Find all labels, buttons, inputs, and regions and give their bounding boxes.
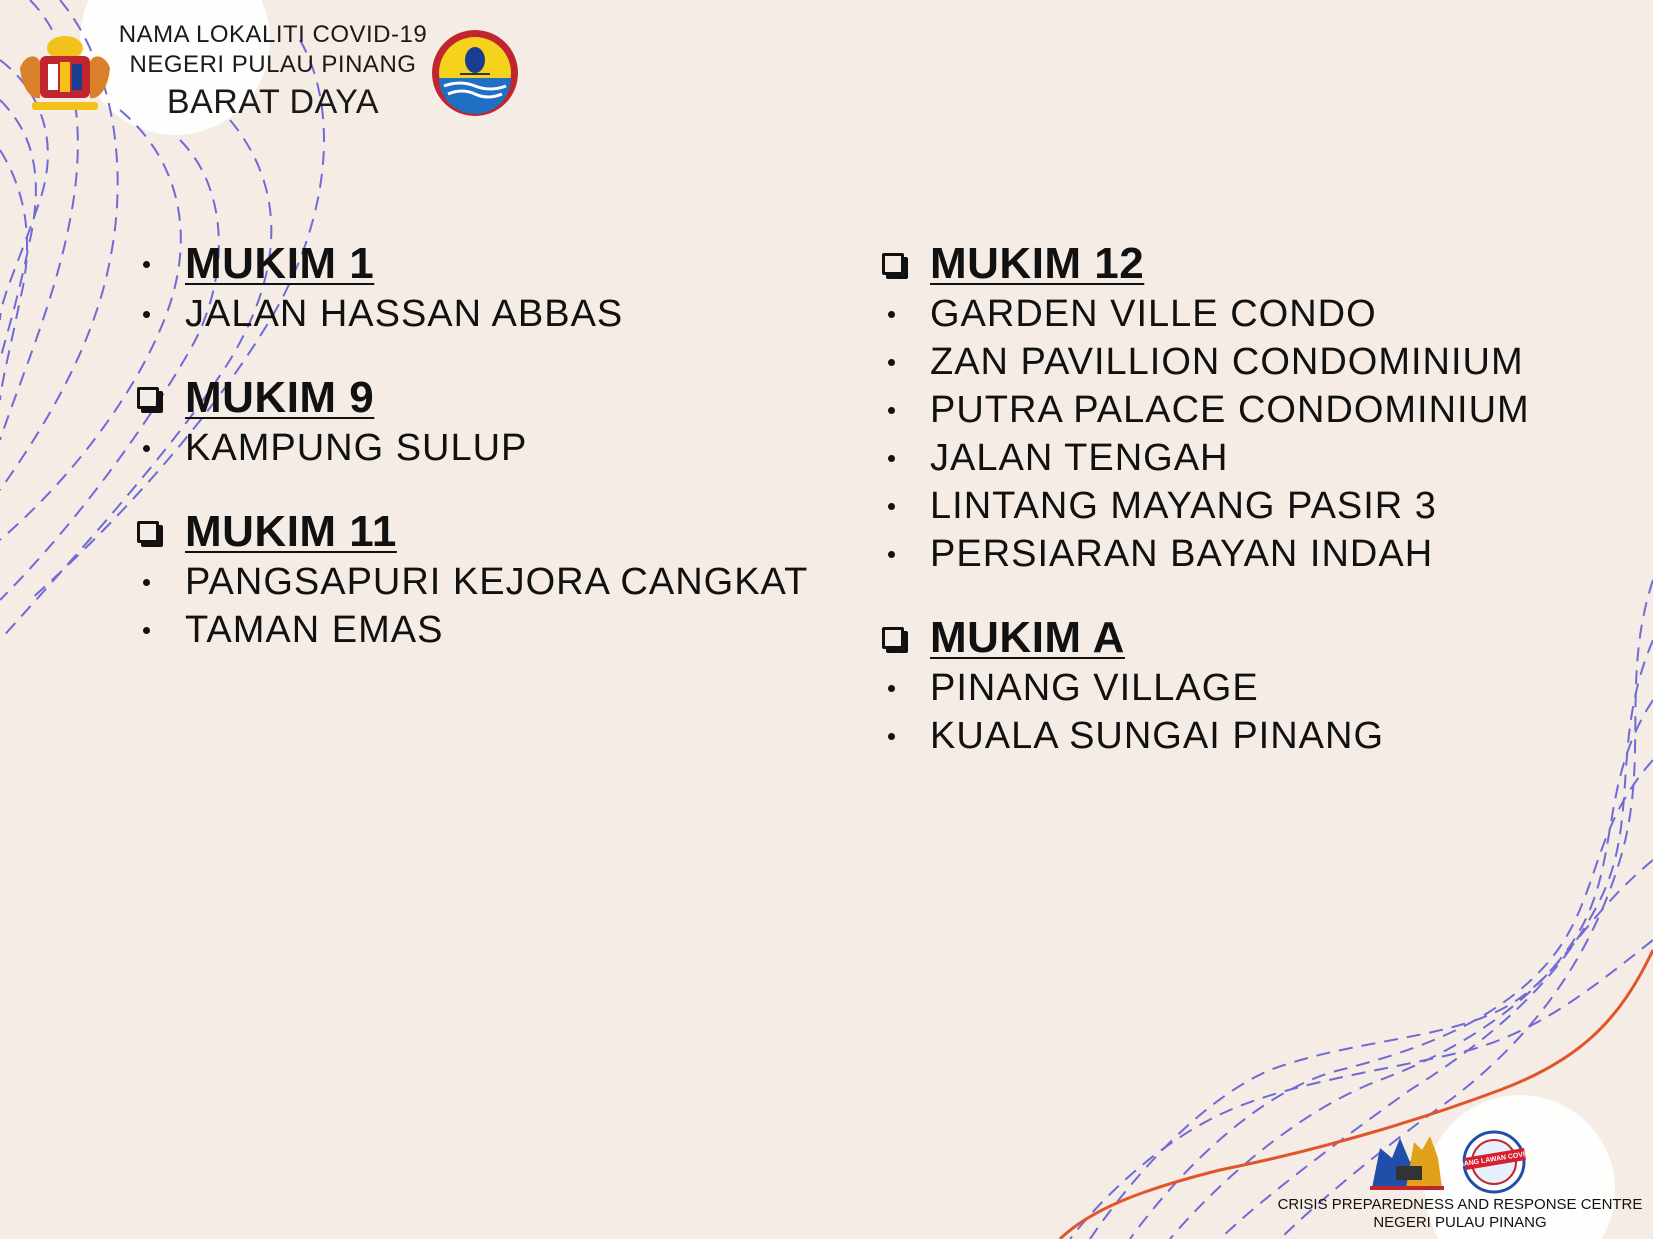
list-item — [137, 606, 837, 654]
bullet-marker — [137, 261, 185, 268]
box-marker — [137, 387, 185, 409]
bullet-dot-icon — [888, 311, 895, 318]
bullet-dot-icon — [888, 503, 895, 510]
bullet-marker — [137, 445, 185, 452]
list-item — [882, 434, 1622, 482]
bullet-dot-icon — [143, 311, 150, 318]
list-item — [137, 424, 837, 472]
bullet-marker — [882, 551, 930, 558]
section-mukim-a — [882, 612, 1622, 760]
malaysia-coat-of-arms-emblem — [10, 28, 120, 118]
section-title: MUKIM 9 — [185, 373, 375, 422]
section-heading — [882, 238, 1622, 290]
bullet-marker — [882, 311, 930, 318]
list-item — [137, 558, 837, 606]
header-line-1: NAMA LOKALITI COVID-19 — [118, 21, 428, 48]
bullet-dot-icon — [143, 261, 150, 268]
box-marker — [882, 627, 930, 649]
bullet-dot-icon — [888, 551, 895, 558]
bullet-dot-icon — [888, 455, 895, 462]
section-heading — [882, 612, 1622, 664]
list-item-text: GARDEN VILLE CONDO — [930, 292, 1377, 335]
list-item-text: KAMPUNG SULUP — [185, 426, 528, 469]
bullet-marker — [882, 685, 930, 692]
list-item-text: ZAN PAVILLION CONDOMINIUM — [930, 340, 1524, 383]
list-item — [882, 664, 1622, 712]
header-title — [118, 20, 428, 124]
section-heading — [137, 506, 837, 558]
bullet-marker — [137, 579, 185, 586]
list-item — [882, 386, 1622, 434]
section-heading — [137, 372, 837, 424]
section-heading — [137, 238, 837, 290]
list-item-text: JALAN HASSAN ABBAS — [185, 292, 624, 335]
section-title: MUKIM 11 — [185, 507, 397, 556]
bullet-dot-icon — [888, 685, 895, 692]
list-item-text: PANGSAPURI KEJORA CANGKAT — [185, 560, 809, 603]
bullet-marker — [882, 359, 930, 366]
left-column — [137, 238, 837, 688]
checkbox-square-icon — [882, 253, 904, 275]
list-item-text: PERSIARAN BAYAN INDAH — [930, 532, 1434, 575]
section-title: MUKIM A — [930, 613, 1125, 662]
box-marker — [882, 253, 930, 275]
bullet-dot-icon — [143, 627, 150, 634]
section-title: MUKIM 12 — [930, 239, 1145, 288]
bullet-marker — [882, 407, 930, 414]
checkbox-square-icon — [137, 521, 159, 543]
bullet-dot-icon — [888, 407, 895, 414]
bullet-dot-icon — [888, 733, 895, 740]
bullet-marker — [882, 733, 930, 740]
bullet-dot-icon — [143, 579, 150, 586]
list-item-text: TAMAN EMAS — [185, 608, 444, 651]
list-item — [882, 482, 1622, 530]
svg-text:PENANG LAWAN COVID-19: PENANG LAWAN COVID-19 — [1449, 1148, 1540, 1171]
list-item-text: LINTANG MAYANG PASIR 3 — [930, 484, 1437, 527]
checkbox-square-icon — [882, 627, 904, 649]
list-item-text: JALAN TENGAH — [930, 436, 1229, 479]
list-item — [882, 712, 1622, 760]
box-marker — [137, 521, 185, 543]
bullet-marker — [882, 455, 930, 462]
list-item-text: KUALA SUNGAI PINANG — [930, 714, 1385, 757]
footer-logos — [1370, 1128, 1540, 1194]
cprc-logo-icon — [1370, 1136, 1444, 1190]
penang-lawan-covid-badge-icon — [1449, 1132, 1540, 1192]
list-item — [882, 290, 1622, 338]
header-line-2: NEGERI PULAU PINANG — [129, 51, 417, 78]
bullet-dot-icon — [888, 359, 895, 366]
list-item-text: PUTRA PALACE CONDOMINIUM — [930, 388, 1530, 431]
section-mukim-1 — [137, 238, 837, 338]
section-mukim-9 — [137, 372, 837, 472]
list-item — [137, 290, 837, 338]
section-mukim-11 — [137, 506, 837, 654]
footer-line-1: CRISIS PREPAREDNESS AND RESPONSE CENTRE — [1277, 1196, 1643, 1213]
district-name: BARAT DAYA — [166, 83, 380, 121]
bullet-dot-icon — [143, 445, 150, 452]
bullet-marker — [137, 311, 185, 318]
pulau-pinang-state-logo — [430, 28, 520, 118]
list-item-text: PINANG VILLAGE — [930, 666, 1259, 709]
section-title: MUKIM 1 — [185, 239, 375, 288]
checkbox-square-icon — [137, 387, 159, 409]
list-item — [882, 530, 1622, 578]
list-item — [882, 338, 1622, 386]
bullet-marker — [882, 503, 930, 510]
footer-caption — [1270, 1196, 1650, 1232]
right-column — [882, 238, 1622, 794]
section-mukim-12 — [882, 238, 1622, 578]
bullet-marker — [137, 627, 185, 634]
footer-line-2: NEGERI PULAU PINANG — [1373, 1214, 1547, 1231]
